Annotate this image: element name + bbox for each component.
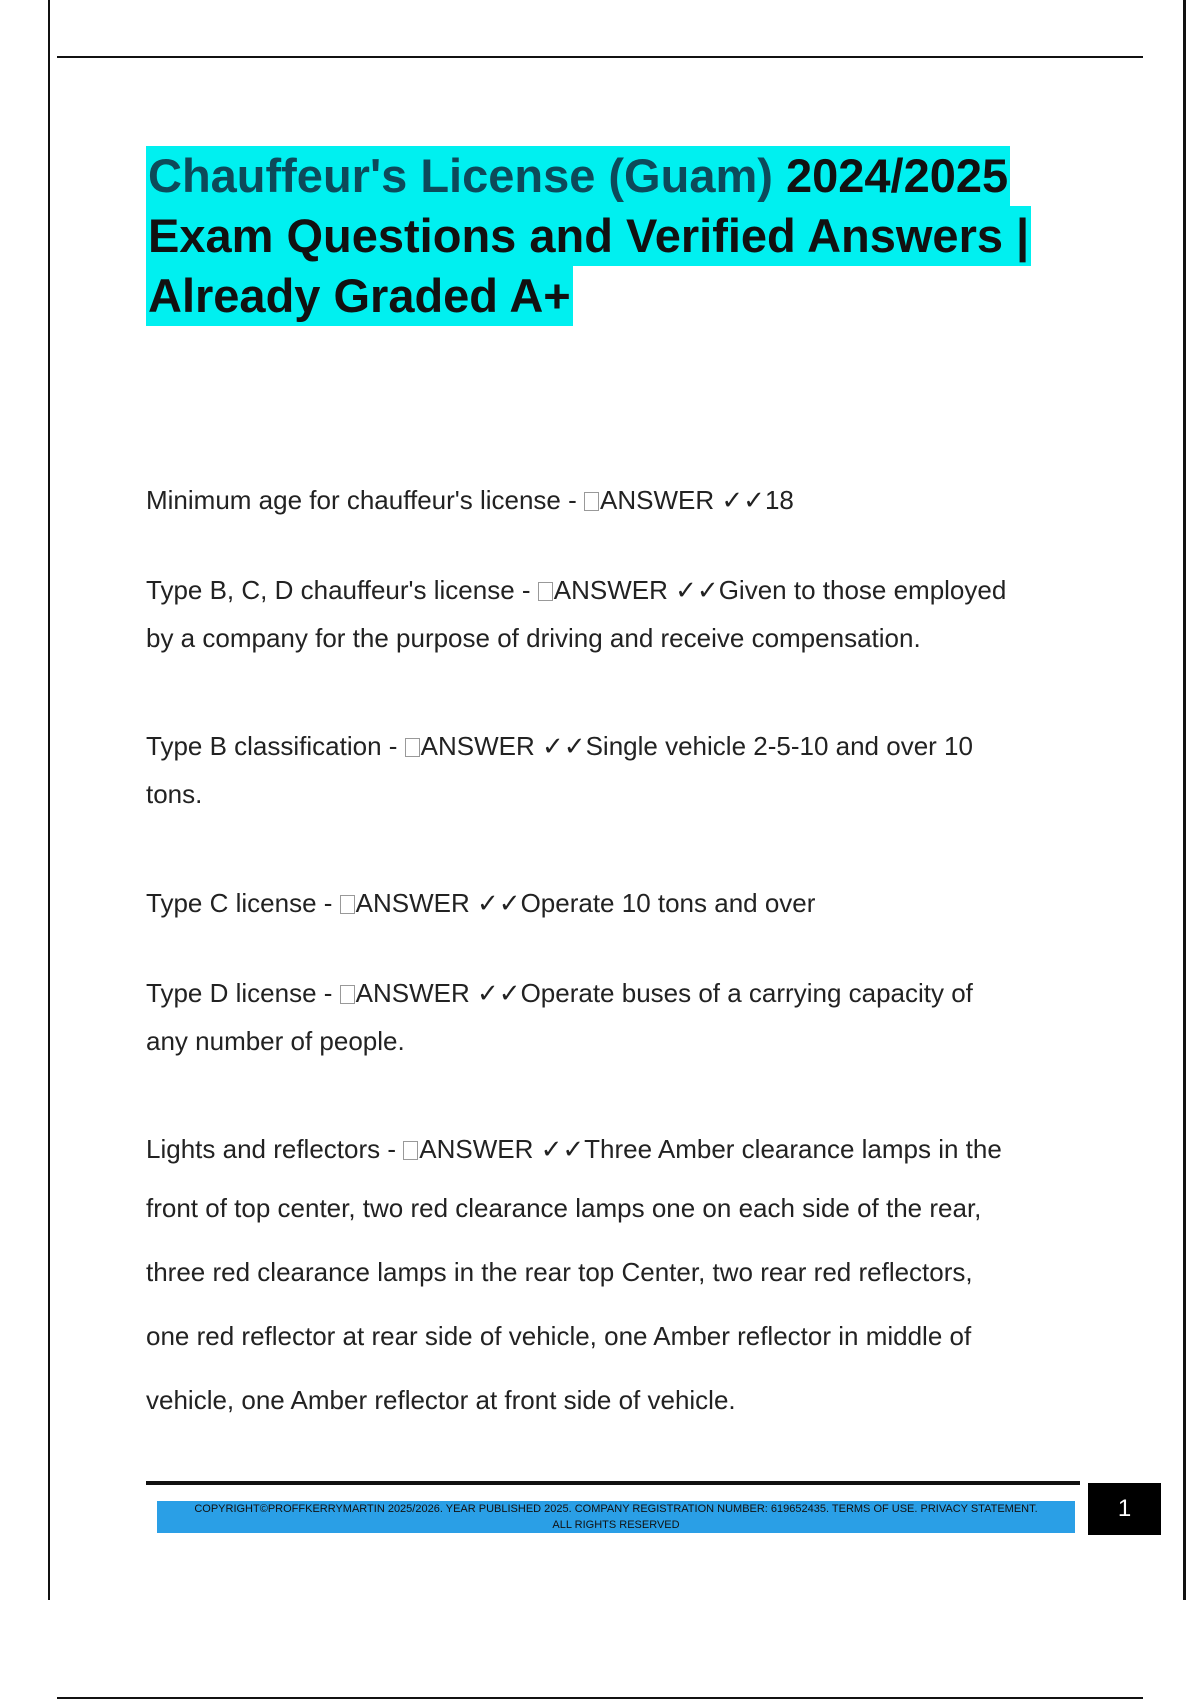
answer-marker: ANSWER ✓✓ [420,731,586,761]
missing-glyph-box [584,492,599,511]
page-number: 1 [1088,1483,1161,1535]
question-text: Type B classification [146,731,382,761]
page-border-left [48,0,50,1600]
answer-continuation: tons. [146,779,203,809]
answer-text: Single vehicle 2-5-10 and over 10 [585,731,973,761]
next-page-rule [57,1697,1143,1699]
answer-marker: ANSWER ✓✓ [355,888,521,918]
answer-marker: ANSWER ✓✓ [553,575,719,605]
answer-continuation: any number of people. [146,1026,405,1056]
header-rule [57,56,1143,58]
qa-list [146,478,1106,1432]
question-text: Lights and reflectors [146,1134,381,1164]
missing-glyph-box [340,895,355,914]
answer-continuation: by a company for the purpose of driving and receive compensation. [146,623,921,653]
answer-text: Operate buses of a carrying capacity of [520,978,973,1008]
copyright-band [157,1501,1075,1533]
answer-continuation: front of top center, two red clearance lamps one on each side of the rear, [146,1193,982,1223]
qa-line: Lights and reflectors - ANSWER ✓✓Three Amber clearance lamps in the [146,1134,1002,1164]
footer-rule [146,1481,1080,1485]
missing-glyph-box [538,582,553,601]
answer-marker: ANSWER ✓✓ [355,978,521,1008]
title-line-3: Already Graded A+ [146,266,573,326]
qa-line: Type C license - ANSWER ✓✓Operate 10 tons and over [146,888,816,918]
missing-glyph-box [403,1141,418,1160]
title-line-1-rest: 2024/2025 [772,149,1009,202]
answer-text: Given to those employed [718,575,1007,605]
answer-marker: ANSWER ✓✓ [600,485,765,515]
qa-line: Minimum age for chauffeur's license - ANSWER ✓✓18 [146,485,794,515]
answer-marker: ANSWER ✓✓ [419,1134,585,1164]
copyright-rights: ALL RIGHTS RESERVED [552,1519,680,1531]
qa-item [146,568,1106,724]
question-text: Type D license [146,978,317,1008]
page-border-right [1183,0,1186,1600]
missing-glyph-box [340,985,355,1004]
answer-continuation: vehicle, one Amber reflector at front side of vehicle. [146,1385,736,1415]
title-line-1-accent: Chauffeur's License (Guam) [148,149,773,202]
answer-continuation: three red clearance lamps in the rear top Center, two rear red reflectors, [146,1257,973,1287]
answer-text: Operate 10 tons and over [520,888,816,918]
qa-item [146,1127,1106,1432]
question-text: Type C license [146,888,317,918]
qa-line: Type B, C, D chauffeur's license - ANSWER ✓✓Given to those employed [146,575,1007,605]
document-title [146,146,1106,326]
question-text: Type B, C, D chauffeur's license [146,575,515,605]
question-text: Minimum age for chauffeur's license [146,485,561,515]
qa-item [146,724,1106,881]
title-line-2: Exam Questions and Verified Answers | [146,206,1031,266]
qa-line: Type B classification - ANSWER ✓✓Single vehicle 2-5-10 and over 10 [146,731,973,761]
answer-text: 18 [764,485,794,515]
title-line-1 [146,146,1010,206]
qa-item [146,881,1106,971]
copyright-text: COPYRIGHT©PROFFKERRYMARTIN 2025/2026. YEAR PUBLISHED 2025. COMPANY REGISTRATION NUMBER: 619652435. TERMS OF USE. PRIVACY STATEMENT. [194,1503,1038,1515]
qa-line: Type D license - ANSWER ✓✓Operate buses of a carrying capacity of [146,978,973,1008]
answer-continuation: one red reflector at rear side of vehicle, one Amber reflector in middle of [146,1321,972,1351]
qa-item [146,971,1106,1127]
qa-item [146,478,1106,568]
missing-glyph-box [405,738,420,757]
answer-text: Three Amber clearance lamps in the [584,1134,1002,1164]
